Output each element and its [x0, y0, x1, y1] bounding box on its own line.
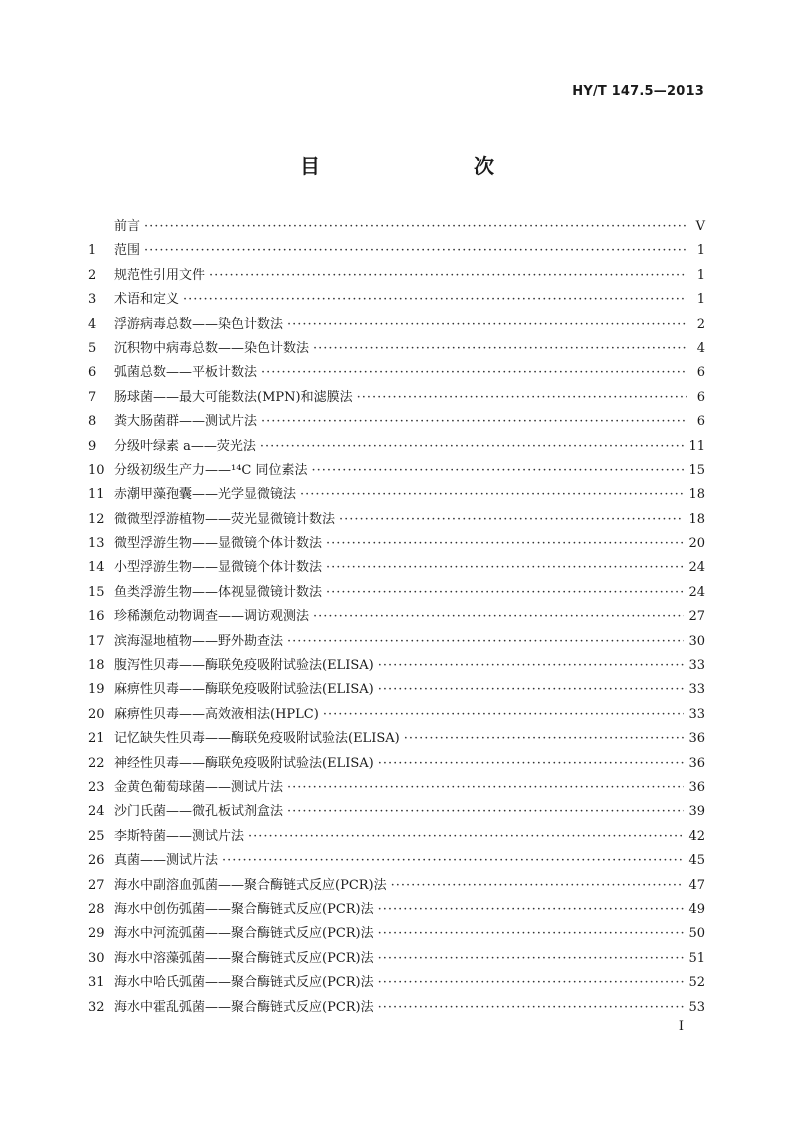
toc-entry-page: 49 [688, 901, 705, 917]
toc-entry-page: 36 [688, 731, 705, 747]
toc-entry-number: 3 [88, 292, 97, 308]
toc-entry-page: 18 [688, 487, 705, 503]
toc-entry[interactable] [88, 727, 705, 751]
toc-entry-title: 麻痹性贝毒——高效液相法(HPLC) [114, 706, 319, 722]
toc-leader-dots [323, 703, 685, 727]
toc-leader-dots [222, 849, 684, 873]
toc-leader-dots [378, 898, 685, 922]
toc-entry-number: 5 [88, 340, 97, 356]
toc-entry-number: 11 [88, 487, 105, 503]
toc-entry[interactable] [88, 874, 705, 898]
toc-entry[interactable] [88, 752, 705, 776]
toc-entry-title: 弧菌总数——平板计数法 [114, 365, 258, 381]
toc-leader-dots [378, 922, 685, 946]
toc-entry-number: 32 [88, 999, 105, 1015]
page-number: Ⅰ [678, 1019, 684, 1034]
toc-entry[interactable] [88, 605, 705, 629]
toc-entry-number: 25 [88, 828, 105, 844]
page-title: 目 次 [300, 154, 532, 178]
toc-entry-page: 20 [688, 536, 705, 552]
toc-leader-dots [378, 996, 685, 1020]
toc-leader-dots [287, 313, 687, 337]
toc-entry-title: 浮游病毒总数——染色计数法 [114, 316, 284, 332]
toc-entry[interactable] [88, 947, 705, 971]
toc-entry-page: 33 [688, 706, 705, 722]
toc-entry[interactable] [88, 800, 705, 824]
toc-entry-page: 1 [696, 267, 705, 283]
toc-leader-dots [248, 825, 684, 849]
toc-entry-title: 海水中哈氏弧菌——聚合酶链式反应(PCR)法 [114, 975, 374, 991]
toc-entry-title: 珍稀濒危动物调查——调访观测法 [114, 609, 310, 625]
toc-entry-number: 23 [88, 779, 105, 795]
toc-entry-number: 19 [88, 682, 105, 698]
toc-leader-dots [144, 239, 687, 263]
toc-leader-dots [313, 605, 684, 629]
toc-entry[interactable] [88, 532, 705, 556]
toc-entry-page: 27 [688, 609, 705, 625]
toc-entry-number: 18 [88, 658, 105, 674]
toc-entry-number: 29 [88, 926, 105, 942]
toc-entry-title: 微型浮游生物——显微镜个体计数法 [114, 536, 323, 552]
toc-entry-title: 微微型浮游植物——荧光显微镜计数法 [114, 511, 336, 527]
standard-number: HY/T 147.5—2013 [572, 84, 704, 99]
toc-entry[interactable] [88, 581, 705, 605]
toc-entry-title: 沙门氏菌——微孔板试剂盒法 [114, 804, 284, 820]
toc-entry-number: 6 [88, 365, 97, 381]
toc-entry-number: 9 [88, 438, 97, 454]
toc-entry[interactable] [88, 508, 705, 532]
toc-entry-page: 36 [688, 779, 705, 795]
toc-entry-page: 47 [688, 877, 705, 893]
toc-leader-dots [261, 361, 687, 385]
toc-entry-page: 6 [696, 389, 705, 405]
toc-leader-dots [326, 556, 684, 580]
toc-entry-number: 31 [88, 975, 105, 991]
toc-entry-title: 小型浮游生物——显微镜个体计数法 [114, 560, 323, 576]
toc-leader-dots [378, 971, 685, 995]
toc-entry[interactable] [88, 313, 705, 337]
toc-entry-number: 20 [88, 706, 105, 722]
toc-entry-page: 2 [696, 316, 705, 332]
toc-entry-page: 42 [688, 828, 705, 844]
toc-entry[interactable] [88, 630, 705, 654]
toc-entry-number: 24 [88, 804, 105, 820]
toc-entry-title: 范围 [114, 243, 141, 259]
toc-entry[interactable] [88, 849, 705, 873]
toc-leader-dots [287, 800, 684, 824]
toc-entry[interactable] [88, 386, 705, 410]
toc-leader-dots [357, 386, 687, 410]
toc-entry-title: 金黄色葡萄球菌——测试片法 [114, 779, 284, 795]
toc-entry-page: 50 [688, 926, 705, 942]
toc-entry-number: 2 [88, 267, 97, 283]
toc-entry-number: 14 [88, 560, 105, 576]
toc-entry-title: 李斯特菌——测试片法 [114, 828, 245, 844]
toc-entry-page: 18 [688, 511, 705, 527]
toc-entry[interactable] [88, 288, 705, 312]
toc-entry-title: 海水中溶藻弧菌——聚合酶链式反应(PCR)法 [114, 950, 374, 966]
toc-leader-dots [326, 532, 684, 556]
toc-entry-title: 肠球菌——最大可能数法(MPN)和滤膜法 [114, 389, 353, 405]
toc-entry[interactable] [88, 703, 705, 727]
toc-entry[interactable] [88, 898, 705, 922]
toc-entry-number: 8 [88, 414, 97, 430]
toc-leader-dots [183, 288, 687, 312]
toc-entry-page: 33 [688, 658, 705, 674]
toc-entry[interactable] [88, 215, 705, 239]
toc-entry-title: 规范性引用文件 [114, 267, 206, 283]
toc-leader-dots [209, 264, 687, 288]
toc-entry[interactable] [88, 410, 705, 434]
toc-entry-title: 记忆缺失性贝毒——酶联免疫吸附试验法(ELISA) [114, 731, 400, 747]
toc-entry[interactable] [88, 264, 705, 288]
toc-leader-dots [287, 776, 684, 800]
toc-leader-dots [326, 581, 684, 605]
toc-entry[interactable] [88, 361, 705, 385]
toc-entry-page: 36 [688, 755, 705, 771]
toc-entry-number: 28 [88, 901, 105, 917]
toc-entry[interactable] [88, 922, 705, 946]
toc-entry-title: 真菌——测试片法 [114, 853, 219, 869]
toc-entry-title: 海水中河流弧菌——聚合酶链式反应(PCR)法 [114, 926, 374, 942]
toc-leader-dots [312, 459, 685, 483]
toc-entry-page: 1 [696, 243, 705, 259]
toc-entry-number: 4 [88, 316, 97, 332]
toc-leader-dots [339, 508, 684, 532]
toc-entry-number: 27 [88, 877, 105, 893]
toc-entry-title: 粪大肠菌群——测试片法 [114, 414, 258, 430]
toc-entry-title: 麻痹性贝毒——酶联免疫吸附试验法(ELISA) [114, 682, 374, 698]
toc-entry-page: 53 [688, 999, 705, 1015]
toc-leader-dots [261, 410, 687, 434]
toc-entry-page: 24 [688, 584, 705, 600]
toc-entry-page: 30 [688, 633, 705, 649]
toc-entry[interactable] [88, 654, 705, 678]
toc-leader-dots [391, 874, 685, 898]
toc-entry-page: 6 [696, 414, 705, 430]
toc-entry-title: 神经性贝毒——酶联免疫吸附试验法(ELISA) [114, 755, 374, 771]
toc-entry-title: 海水中副溶血弧菌——聚合酶链式反应(PCR)法 [114, 877, 387, 893]
toc-entry[interactable] [88, 239, 705, 263]
toc-leader-dots [144, 215, 687, 239]
toc-entry-number: 13 [88, 536, 105, 552]
toc-entry[interactable] [88, 971, 705, 995]
toc-entry-title: 沉积物中病毒总数——染色计数法 [114, 340, 310, 356]
toc-entry-title: 分级初级生产力——¹⁴C 同位素法 [114, 462, 308, 478]
toc-entry-title: 前言 [114, 219, 141, 234]
toc-entry-title: 术语和定义 [114, 292, 180, 308]
toc-leader-dots [300, 483, 684, 507]
toc-entry-page: 51 [688, 950, 705, 966]
toc-entry-number: 1 [88, 243, 97, 259]
toc-leader-dots [378, 947, 685, 971]
toc-entry-number: 15 [88, 584, 105, 600]
toc-entry-page: 39 [688, 804, 705, 820]
table-of-contents [88, 215, 705, 1020]
toc-entry-page: 11 [688, 438, 705, 454]
toc-leader-dots [378, 752, 685, 776]
toc-entry-page: 1 [696, 292, 705, 308]
toc-entry[interactable] [88, 678, 705, 702]
toc-entry-page: 52 [688, 975, 705, 991]
toc-entry-page: 4 [696, 340, 705, 356]
toc-leader-dots [404, 727, 685, 751]
toc-entry-page: Ⅴ [695, 219, 705, 234]
toc-entry-number: 10 [88, 462, 105, 478]
toc-entry[interactable] [88, 337, 705, 361]
toc-entry-title: 鱼类浮游生物——体视显微镜计数法 [114, 584, 323, 600]
toc-leader-dots [378, 678, 685, 702]
toc-leader-dots [287, 630, 684, 654]
toc-entry[interactable] [88, 996, 705, 1020]
toc-leader-dots [260, 435, 685, 459]
toc-entry[interactable] [88, 483, 705, 507]
toc-entry-title: 分级叶绿素 a——荧光法 [114, 438, 256, 454]
toc-entry[interactable] [88, 825, 705, 849]
toc-entry[interactable] [88, 556, 705, 580]
toc-leader-dots [378, 654, 685, 678]
toc-entry-page: 6 [696, 365, 705, 381]
toc-entry-page: 33 [688, 682, 705, 698]
toc-entry-title: 海水中霍乱弧菌——聚合酶链式反应(PCR)法 [114, 999, 374, 1015]
toc-entry-title: 腹泻性贝毒——酶联免疫吸附试验法(ELISA) [114, 658, 374, 674]
toc-entry-number: 12 [88, 511, 105, 527]
toc-entry[interactable] [88, 776, 705, 800]
toc-entry-page: 24 [688, 560, 705, 576]
toc-leader-dots [313, 337, 687, 361]
toc-entry[interactable] [88, 435, 705, 459]
toc-entry-number: 26 [88, 853, 105, 869]
toc-entry-title: 滨海湿地植物——野外勘查法 [114, 633, 284, 649]
toc-entry[interactable] [88, 459, 705, 483]
toc-entry-page: 15 [688, 462, 705, 478]
toc-entry-title: 海水中创伤弧菌——聚合酶链式反应(PCR)法 [114, 901, 374, 917]
toc-entry-title: 赤潮甲藻孢囊——光学显微镜法 [114, 487, 297, 503]
toc-entry-number: 22 [88, 755, 105, 771]
toc-entry-page: 45 [688, 853, 705, 869]
toc-entry-number: 16 [88, 609, 105, 625]
toc-entry-number: 30 [88, 950, 105, 966]
toc-entry-number: 21 [88, 731, 105, 747]
toc-entry-number: 7 [88, 389, 97, 405]
toc-entry-number: 17 [88, 633, 105, 649]
